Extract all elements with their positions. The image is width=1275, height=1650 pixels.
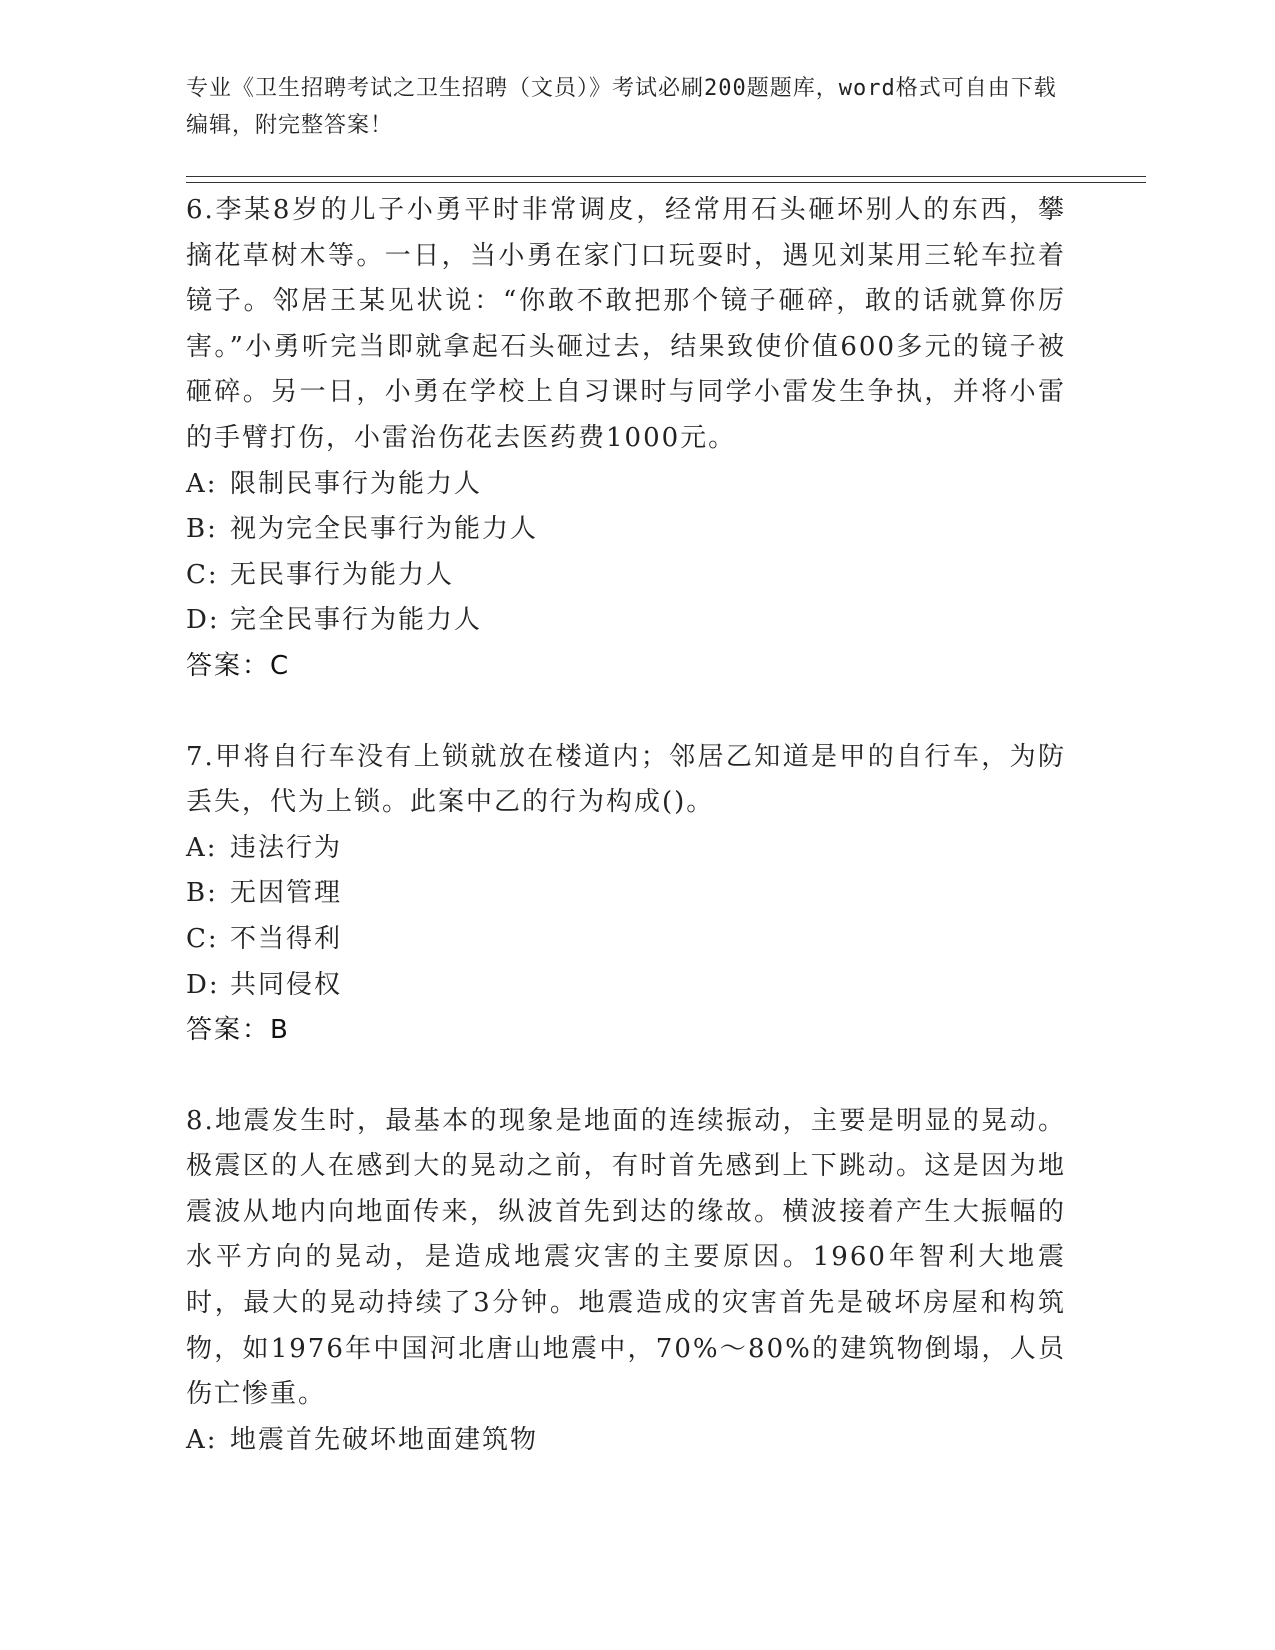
option-letter: A: — [186, 832, 218, 863]
option-text: 完全民事行为能力人 — [230, 605, 483, 636]
option-c — [186, 917, 1066, 963]
option-text: 地震首先破坏地面建筑物 — [230, 1424, 539, 1455]
option-c — [186, 553, 1066, 599]
option-d — [186, 598, 1066, 644]
option-text: 违法行为 — [230, 832, 343, 863]
option-letter: C: — [186, 559, 219, 590]
question-stem: 7.甲将自行车没有上锁就放在楼道内；邻居乙知道是甲的自行车，为防丢失，代为上锁。此案中乙的行为构成()。 — [186, 741, 1066, 818]
option-letter: A: — [186, 468, 218, 499]
option-letter: C: — [186, 923, 219, 954]
option-letter: B: — [186, 878, 218, 909]
answer-label: 答案：C — [186, 650, 291, 681]
question-stem: 6.李某8岁的儿子小勇平时非常调皮，经常用石头砸坏别人的东西，攀摘花草树木等。一日，当小勇在家门口玩耍时，遇见刘某用三轮车拉着镜子。邻居王某见状说：“你敢不敢把那个镜子砸碎，敢的话就算你厉害。”小勇听完当即就拿起石头砸过去，结果致使价值600多元的镜子被砸碎。另一日，小勇在学校上自习课时与同学小雷发生争执，并将小雷的手臂打伤，小雷治伤花去医药费1000元。 — [186, 195, 1066, 453]
header-divider-top — [186, 176, 1146, 177]
option-text: 限制民事行为能力人 — [230, 468, 483, 499]
option-a — [186, 462, 1066, 508]
question-8 — [186, 1099, 1066, 1464]
option-text: 视为完全民事行为能力人 — [230, 514, 539, 545]
spacer — [186, 690, 1066, 735]
question-7 — [186, 735, 1066, 1054]
option-text: 无民事行为能力人 — [230, 559, 455, 590]
option-text: 不当得利 — [230, 923, 343, 954]
option-text: 共同侵权 — [230, 969, 343, 1000]
option-text: 无因管理 — [230, 878, 343, 909]
option-a — [186, 826, 1066, 872]
document-header: 专业《卫生招聘考试之卫生招聘（文员）》考试必刷200题题库，word格式可自由下载编辑，附完整答案！ — [186, 76, 1057, 138]
option-letter: D: — [186, 969, 220, 1000]
document-content — [186, 188, 1066, 1463]
header-divider-bottom — [186, 182, 1146, 183]
spacer — [186, 1054, 1066, 1099]
option-letter: A: — [186, 1424, 218, 1455]
option-d — [186, 963, 1066, 1009]
option-b — [186, 871, 1066, 917]
option-letter: B: — [186, 514, 218, 545]
question-stem: 8.地震发生时，最基本的现象是地面的连续振动，主要是明显的晃动。极震区的人在感到大的晃动之前，有时首先感到上下跳动。这是因为地震波从地内向地面传来，纵波首先到达的缘故。横波接着产生大振幅的水平方向的晃动，是造成地震灾害的主要原因。1960年智利大地震时，最大的晃动持续了3分钟。地震造成的灾害首先是破坏房屋和构筑物，如1976年中国河北唐山地震中，70%～80%的建筑物倒塌，人员伤亡惨重。 — [186, 1105, 1066, 1410]
option-a — [186, 1418, 1066, 1464]
question-6 — [186, 188, 1066, 690]
option-letter: D: — [186, 605, 220, 636]
answer-label: 答案：B — [186, 1015, 290, 1046]
option-b — [186, 507, 1066, 553]
